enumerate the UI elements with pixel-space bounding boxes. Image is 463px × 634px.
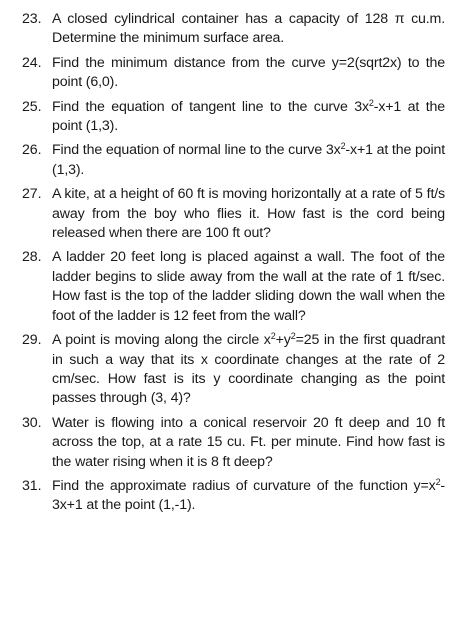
- problem-text: [52, 477, 445, 516]
- problem-28: [22, 248, 445, 326]
- problem-text: A closed cylindrical container has a capacity of 128 π cu.m. Determine the minimum surface area.: [52, 11, 445, 47]
- problem-text: [52, 331, 445, 409]
- text-part: -x+1 at the point (1,3).: [52, 98, 445, 135]
- problem-number: 23.: [22, 11, 42, 27]
- problem-29: [22, 331, 445, 409]
- text-part: +y: [275, 332, 291, 349]
- problem-text: Find the minimum distance from the curve y=2(sqrt2x) to the point (6,0).: [52, 54, 445, 91]
- problem-24: [22, 54, 445, 93]
- problem-text: A ladder 20 feet long is placed against a wall. The foot of the ladder begins to slide away from the wall at the rate of 1 ft/sec. How fast is the top of the ladder sliding down the wall when the foot of the ladder is 12 feet from the wall?: [52, 249, 445, 324]
- problem-23: [22, 10, 445, 49]
- text-part: -x+1 at the point (1,3).: [52, 142, 446, 178]
- exponent: 2: [435, 476, 441, 487]
- problem-number: 24.: [22, 54, 42, 71]
- problem-number: 25.: [22, 98, 42, 115]
- text-part: -3x+1 at the point (1,-1).: [52, 477, 445, 514]
- text-part: Find the approximate radius of curvature of the function y=x: [52, 477, 436, 494]
- exponent: 2: [270, 331, 276, 342]
- problem-number: 31.: [22, 477, 42, 494]
- problem-31: [22, 477, 445, 516]
- text-part: =25 in the first quadrant in such a way that its x coordinate changes at the rate of 2 cm/sec. How fast is its y coordinate changing as the point passes through (3, 4)?: [52, 332, 445, 407]
- problem-text: [52, 98, 445, 137]
- exponent: 2: [290, 331, 296, 342]
- problem-number: 28.: [22, 249, 42, 266]
- problem-25: [22, 98, 445, 137]
- problem-text: [52, 141, 445, 180]
- problem-number: 27.: [22, 186, 42, 203]
- problem-27: [22, 185, 445, 243]
- problem-number: 29.: [22, 332, 42, 349]
- text-part: A point is moving along the circle x: [52, 332, 271, 349]
- exponent: 2: [368, 97, 374, 108]
- text-part: Find the equation of tangent line to the curve 3x: [52, 98, 369, 115]
- problem-text: A kite, at a height of 60 ft is moving horizontally at a rate of 5 ft/s away from the boy who flies it. How fast is the cord being released when there are 100 ft out?: [52, 186, 445, 242]
- problem-number: 26.: [22, 142, 42, 159]
- problem-number: 30.: [22, 414, 42, 431]
- exponent: 2: [340, 141, 346, 152]
- problem-30: [22, 414, 445, 472]
- problem-26: [22, 141, 445, 180]
- problem-text: Water is flowing into a conical reservoir 20 ft deep and 10 ft across the top, at a rate 15 cu. Ft. per minute. Find how fast is the water rising when it is 8 ft deep?: [52, 414, 445, 470]
- text-part: Find the equation of normal line to the curve 3x: [52, 142, 341, 159]
